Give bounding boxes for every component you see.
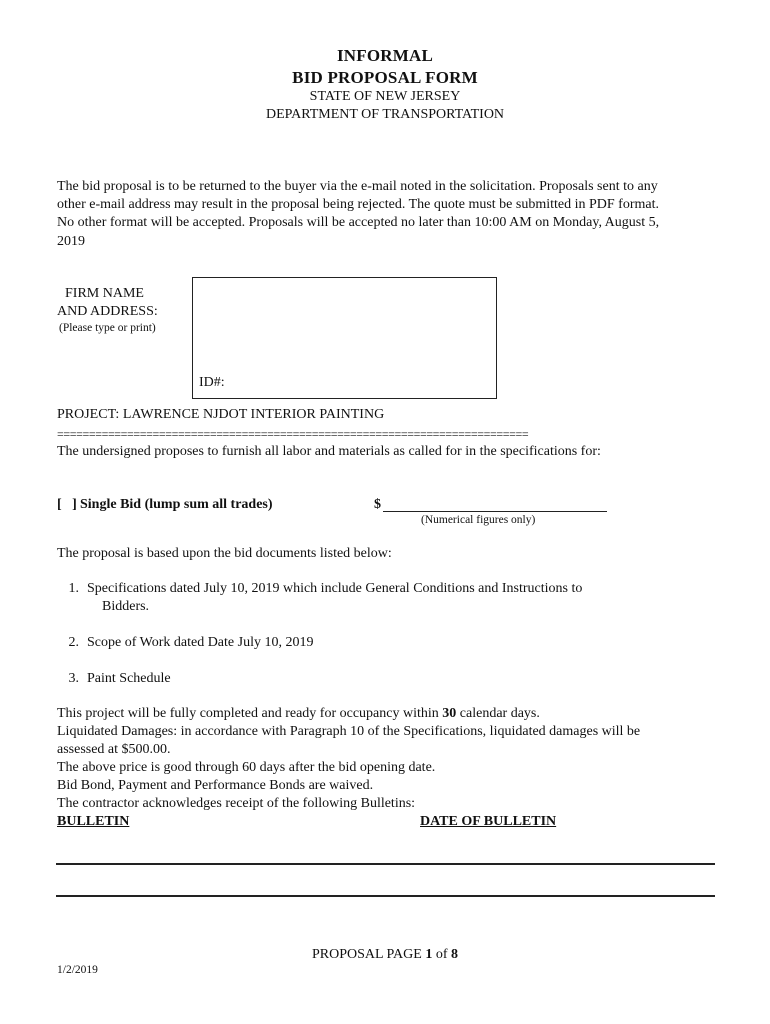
numerical-note: (Numerical figures only) (421, 514, 536, 526)
intro-line: 2019 (57, 233, 85, 249)
firm-name-label: FIRM NAME (65, 286, 144, 301)
completion-days: 30 (442, 706, 457, 721)
firm-hint: (Please type or print) (59, 322, 156, 334)
state-subtitle: STATE OF NEW JERSEY (309, 89, 461, 104)
list-text: Scope of Work dated Date July 10, 2019 (87, 635, 314, 650)
bid-amount-field[interactable] (383, 497, 607, 512)
single-bid-checkbox[interactable]: [ ] (57, 497, 77, 512)
list-text: Specifications dated July 10, 2019 which include General Conditions and Instructions to (87, 581, 583, 596)
intro-line: No other format will be accepted. Proposals will be accepted no later than 10:00 AM on Monday, August 5, (57, 215, 660, 231)
documents-intro: The proposal is based upon the bid documents listed below: (57, 546, 392, 561)
bulletin-column-header: BULLETIN (57, 814, 130, 829)
list-text: Paint Schedule (87, 671, 171, 686)
intro-line: The bid proposal is to be returned to the buyer via the e-mail noted in the solicitation. Proposals sent to any (57, 179, 658, 194)
document-item-2 (57, 634, 313, 652)
completion-pre: This project will be fully completed and ready for occupancy within (57, 706, 443, 721)
bonds-statement: Bid Bond, Payment and Performance Bonds are waived. (57, 778, 374, 793)
document-item-1 (57, 580, 582, 598)
page-number: 1 (425, 947, 433, 962)
intro-paragraph (57, 178, 717, 251)
price-validity: The above price is good through 60 days after the bid opening date. (57, 760, 436, 775)
list-number: 2. (68, 635, 79, 650)
form-title-line2: BID PROPOSAL FORM (292, 68, 478, 87)
completion-statement (57, 705, 540, 723)
firm-address-field[interactable] (192, 277, 497, 399)
separator: ========================================================================== (57, 428, 529, 440)
page-label: PROPOSAL PAGE (311, 947, 426, 962)
project-line: PROJECT: LAWRENCE NJDOT INTERIOR PAINTING (57, 407, 385, 422)
list-number: 1. (68, 581, 79, 596)
document-item-1-cont: Bidders. (102, 599, 150, 614)
bulletin-entry-line[interactable] (56, 863, 715, 865)
page-indicator (0, 946, 770, 964)
dollar-sign: $ (374, 497, 381, 512)
date-of-bulletin-column-header: DATE OF BULLETIN (420, 814, 557, 829)
document-item-3 (57, 670, 171, 688)
department-subtitle: DEPARTMENT OF TRANSPORTATION (265, 107, 505, 122)
firm-address-label: AND ADDRESS: (57, 304, 158, 319)
form-title-line1: INFORMAL (336, 46, 434, 65)
undersigned-statement: The undersigned proposes to furnish all labor and materials as called for in the specifications for: (57, 444, 601, 459)
bulletins-acknowledgement: The contractor acknowledges receipt of the following Bulletins: (57, 796, 416, 811)
firm-id-label: ID#: (199, 375, 225, 390)
single-bid-label: Single Bid (lump sum all trades) (80, 497, 273, 512)
page-total: 8 (451, 947, 458, 962)
completion-post: calendar days. (456, 706, 540, 721)
page-of: of (432, 947, 451, 962)
liquidated-damages-line1: Liquidated Damages: in accordance with Paragraph 10 of the Specifications, liquidated damages will be (57, 724, 641, 739)
liquidated-damages-line2: assessed at $500.00. (57, 742, 171, 757)
footer-date: 1/2/2019 (57, 964, 98, 976)
bulletin-entry-line[interactable] (56, 895, 715, 897)
intro-line: other e-mail address may result in the proposal being rejected. The quote must be submitted in PDF format. (57, 197, 659, 213)
list-number: 3. (68, 671, 79, 686)
